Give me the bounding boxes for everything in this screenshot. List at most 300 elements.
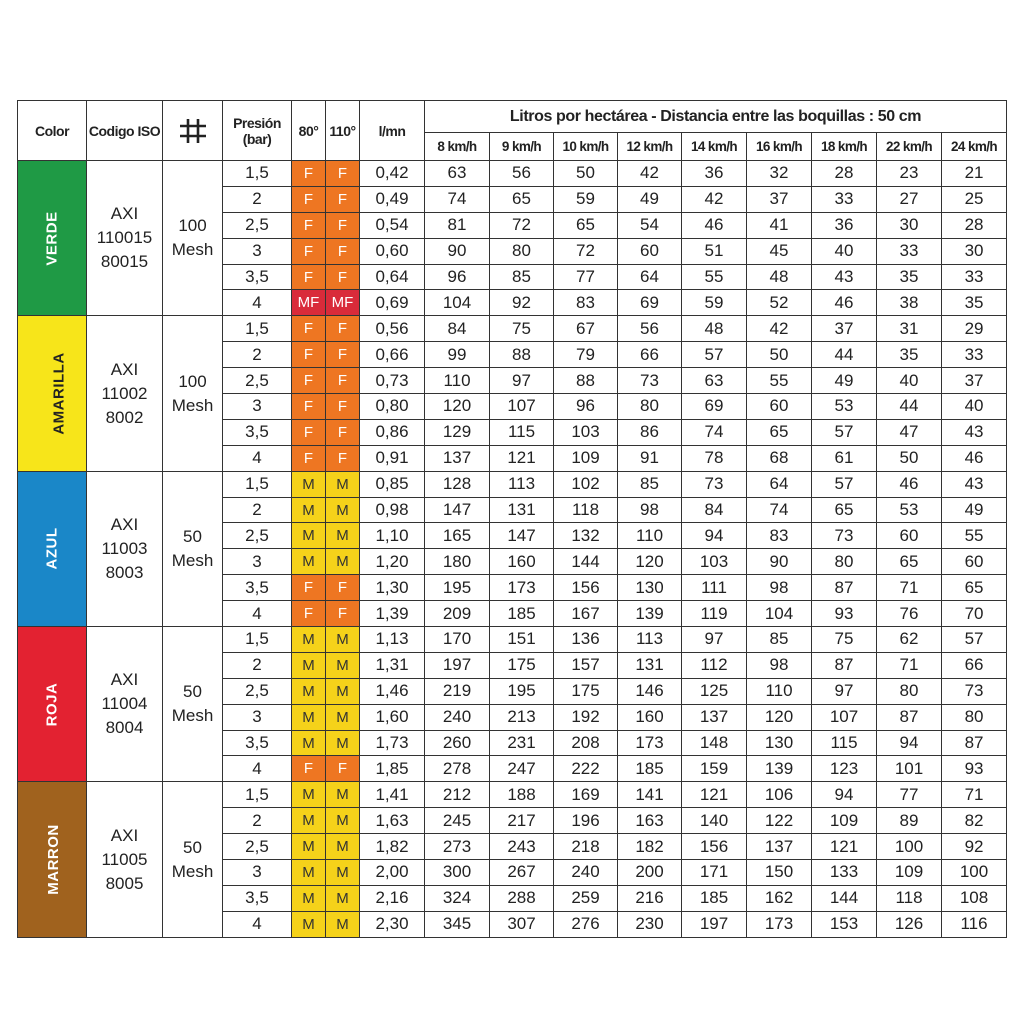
angle-80-code: F (292, 161, 326, 187)
rate-cell: 324 (425, 885, 490, 911)
iso-code-line: 8005 (105, 873, 144, 893)
rate-cell: 60 (877, 523, 942, 549)
rate-cell: 146 (618, 678, 682, 704)
rate-cell: 80 (812, 549, 877, 575)
mesh-size-line: Mesh (171, 395, 214, 415)
angle-110-code: F (326, 756, 360, 782)
angle-110-code: M (326, 911, 360, 937)
angle-110-code: M (326, 834, 360, 860)
rate-cell: 29 (942, 316, 1007, 342)
rate-cell: 44 (877, 394, 942, 420)
rate-cell: 106 (747, 782, 812, 808)
rate-cell: 113 (490, 471, 554, 497)
rate-cell: 74 (682, 419, 747, 445)
nozzle-flow-table (17, 100, 1007, 938)
rate-cell: 165 (425, 523, 490, 549)
rate-cell: 81 (425, 212, 490, 238)
rate-cell: 260 (425, 730, 490, 756)
color-name: MARRON (44, 824, 62, 895)
angle-110-code: F (326, 394, 360, 420)
rate-cell: 40 (942, 394, 1007, 420)
angle-80-code: F (292, 212, 326, 238)
header-speed: 24 km/h (942, 133, 1007, 161)
rate-cell: 78 (682, 445, 747, 471)
rate-cell: 104 (747, 601, 812, 627)
rate-cell: 126 (877, 911, 942, 937)
angle-80-code: F (292, 342, 326, 368)
rate-cell: 115 (490, 419, 554, 445)
rate-cell: 64 (618, 264, 682, 290)
rate-cell: 121 (682, 782, 747, 808)
pressure-cell: 3 (223, 238, 292, 264)
rate-cell: 159 (682, 756, 747, 782)
header-flow: l/mn (360, 101, 425, 161)
rate-cell: 188 (490, 782, 554, 808)
angle-80-code: M (292, 497, 326, 523)
mesh-size-line: Mesh (171, 550, 214, 570)
rate-cell: 90 (747, 549, 812, 575)
iso-code (87, 782, 163, 937)
rate-cell: 65 (554, 212, 618, 238)
rate-cell: 243 (490, 834, 554, 860)
rate-cell: 156 (554, 575, 618, 601)
angle-80-code: M (292, 652, 326, 678)
rate-cell: 50 (747, 342, 812, 368)
rate-cell: 47 (877, 419, 942, 445)
flow-cell: 0,42 (360, 161, 425, 187)
rate-cell: 57 (812, 419, 877, 445)
rate-cell: 97 (682, 627, 747, 653)
flow-cell: 1,60 (360, 704, 425, 730)
rate-cell: 90 (425, 238, 490, 264)
rate-cell: 230 (618, 911, 682, 937)
pressure-cell: 2,5 (223, 834, 292, 860)
rate-cell: 218 (554, 834, 618, 860)
rate-cell: 57 (682, 342, 747, 368)
flow-cell: 0,98 (360, 497, 425, 523)
rate-cell: 94 (682, 523, 747, 549)
angle-110-code: F (326, 368, 360, 394)
angle-110-code: F (326, 316, 360, 342)
rate-cell: 65 (490, 186, 554, 212)
rate-cell: 278 (425, 756, 490, 782)
rate-cell: 71 (942, 782, 1007, 808)
rate-cell: 195 (425, 575, 490, 601)
rate-cell: 102 (554, 471, 618, 497)
rate-cell: 59 (682, 290, 747, 316)
rate-cell: 137 (425, 445, 490, 471)
rate-cell: 28 (942, 212, 1007, 238)
rate-cell: 42 (618, 161, 682, 187)
rate-cell: 180 (425, 549, 490, 575)
angle-80-code: F (292, 316, 326, 342)
iso-code-line: AXI (110, 514, 139, 534)
rate-cell: 150 (747, 860, 812, 886)
rate-cell: 197 (425, 652, 490, 678)
rate-cell: 300 (425, 860, 490, 886)
rate-cell: 84 (425, 316, 490, 342)
rate-cell: 59 (554, 186, 618, 212)
angle-80-code: M (292, 911, 326, 937)
angle-80-code: M (292, 549, 326, 575)
pressure-cell: 2 (223, 186, 292, 212)
rate-cell: 83 (554, 290, 618, 316)
flow-cell: 2,30 (360, 911, 425, 937)
rate-cell: 147 (490, 523, 554, 549)
pressure-cell: 3,5 (223, 730, 292, 756)
rate-cell: 109 (877, 860, 942, 886)
header-speed: 16 km/h (747, 133, 812, 161)
angle-110-code: M (326, 782, 360, 808)
rate-cell: 70 (942, 601, 1007, 627)
rate-cell: 195 (490, 678, 554, 704)
angle-110-code: M (326, 627, 360, 653)
angle-110-code: F (326, 601, 360, 627)
mesh-size-line: Mesh (171, 861, 214, 881)
table-row (18, 316, 1007, 342)
rate-cell: 71 (877, 575, 942, 601)
flow-cell: 1,82 (360, 834, 425, 860)
rate-cell: 208 (554, 730, 618, 756)
mesh-size (163, 782, 223, 937)
mesh-size-line: Mesh (171, 706, 214, 726)
rate-cell: 171 (682, 860, 747, 886)
angle-80-code: M (292, 782, 326, 808)
mesh-size (163, 161, 223, 316)
angle-80-code: F (292, 445, 326, 471)
rate-cell: 38 (877, 290, 942, 316)
rate-cell: 57 (812, 471, 877, 497)
pressure-cell: 2,5 (223, 368, 292, 394)
mesh-size-line: 100 (178, 371, 207, 391)
rate-cell: 85 (747, 627, 812, 653)
rate-cell: 144 (812, 885, 877, 911)
flow-cell: 0,56 (360, 316, 425, 342)
rate-cell: 50 (877, 445, 942, 471)
rate-cell: 276 (554, 911, 618, 937)
flow-cell: 2,16 (360, 885, 425, 911)
rate-cell: 52 (747, 290, 812, 316)
rate-cell: 197 (682, 911, 747, 937)
table-row (18, 471, 1007, 497)
pressure-cell: 2,5 (223, 523, 292, 549)
color-band (18, 316, 87, 471)
angle-110-code: F (326, 238, 360, 264)
flow-cell: 1,10 (360, 523, 425, 549)
rate-cell: 37 (747, 186, 812, 212)
iso-code-line: 11003 (101, 538, 148, 558)
rate-cell: 169 (554, 782, 618, 808)
angle-80-code: M (292, 834, 326, 860)
rate-cell: 119 (682, 601, 747, 627)
rate-cell: 56 (618, 316, 682, 342)
rate-cell: 40 (877, 368, 942, 394)
rate-cell: 67 (554, 316, 618, 342)
rate-cell: 111 (682, 575, 747, 601)
angle-80-code: M (292, 523, 326, 549)
rate-cell: 121 (490, 445, 554, 471)
angle-110-code: M (326, 523, 360, 549)
rate-cell: 43 (812, 264, 877, 290)
grid-icon (179, 118, 207, 144)
pressure-cell: 3,5 (223, 575, 292, 601)
header-color: Color (18, 101, 87, 161)
rate-cell: 80 (877, 678, 942, 704)
iso-code-line: 110015 (96, 228, 153, 248)
rate-cell: 80 (618, 394, 682, 420)
rate-cell: 56 (490, 161, 554, 187)
rate-cell: 80 (942, 704, 1007, 730)
rate-cell: 110 (747, 678, 812, 704)
angle-110-code: M (326, 652, 360, 678)
angle-110-code: M (326, 808, 360, 834)
rate-cell: 153 (812, 911, 877, 937)
rate-cell: 35 (942, 290, 1007, 316)
angle-80-code: F (292, 756, 326, 782)
header-iso-code: Codigo ISO (87, 101, 163, 161)
rate-cell: 144 (554, 549, 618, 575)
flow-cell: 0,49 (360, 186, 425, 212)
pressure-cell: 4 (223, 756, 292, 782)
flow-cell: 1,39 (360, 601, 425, 627)
rate-cell: 74 (425, 186, 490, 212)
rate-cell: 49 (942, 497, 1007, 523)
rate-cell: 182 (618, 834, 682, 860)
rate-cell: 222 (554, 756, 618, 782)
rate-cell: 107 (812, 704, 877, 730)
iso-code (87, 316, 163, 471)
rate-cell: 37 (942, 368, 1007, 394)
pressure-cell: 4 (223, 911, 292, 937)
rate-cell: 83 (747, 523, 812, 549)
rate-cell: 307 (490, 911, 554, 937)
rate-cell: 185 (682, 885, 747, 911)
rate-cell: 88 (554, 368, 618, 394)
rate-cell: 209 (425, 601, 490, 627)
mesh-size-line: 50 (183, 526, 202, 546)
header-speed: 9 km/h (490, 133, 554, 161)
iso-code-line: 80015 (100, 252, 149, 272)
flow-cell: 0,73 (360, 368, 425, 394)
flow-cell: 0,80 (360, 394, 425, 420)
rate-cell: 40 (812, 238, 877, 264)
rate-cell: 100 (877, 834, 942, 860)
flow-cell: 1,30 (360, 575, 425, 601)
rate-cell: 69 (618, 290, 682, 316)
color-name: ROJA (43, 682, 61, 727)
rate-cell: 79 (554, 342, 618, 368)
table-body (18, 161, 1007, 938)
angle-110-code: M (326, 471, 360, 497)
rate-cell: 108 (942, 885, 1007, 911)
color-band (18, 161, 87, 316)
rate-cell: 185 (618, 756, 682, 782)
rate-cell: 48 (682, 316, 747, 342)
rate-cell: 55 (682, 264, 747, 290)
rate-cell: 72 (554, 238, 618, 264)
mesh-size (163, 471, 223, 626)
rate-cell: 43 (942, 419, 1007, 445)
table-row (18, 161, 1007, 187)
mesh-size-line: 50 (183, 682, 202, 702)
rate-cell: 131 (618, 652, 682, 678)
angle-110-code: F (326, 212, 360, 238)
angle-80-code: M (292, 808, 326, 834)
header-mesh (163, 101, 223, 161)
rate-cell: 66 (618, 342, 682, 368)
rate-cell: 75 (490, 316, 554, 342)
rate-cell: 65 (812, 497, 877, 523)
angle-110-code: M (326, 497, 360, 523)
rate-cell: 85 (618, 471, 682, 497)
rate-cell: 162 (747, 885, 812, 911)
angle-80-code: F (292, 186, 326, 212)
iso-code-line: AXI (110, 359, 139, 379)
angle-80-code: M (292, 860, 326, 886)
pressure-cell: 4 (223, 601, 292, 627)
rate-cell: 30 (942, 238, 1007, 264)
angle-80-code: M (292, 678, 326, 704)
angle-80-code: F (292, 238, 326, 264)
angle-110-code: M (326, 730, 360, 756)
flow-cell: 1,20 (360, 549, 425, 575)
flow-cell: 1,73 (360, 730, 425, 756)
rate-cell: 217 (490, 808, 554, 834)
flow-cell: 1,41 (360, 782, 425, 808)
color-band (18, 471, 87, 626)
iso-code-line: AXI (110, 825, 139, 845)
rate-cell: 118 (877, 885, 942, 911)
angle-110-code: F (326, 575, 360, 601)
pressure-cell: 2 (223, 808, 292, 834)
rate-cell: 33 (877, 238, 942, 264)
rate-cell: 65 (747, 419, 812, 445)
pressure-cell: 1,5 (223, 161, 292, 187)
pressure-cell: 4 (223, 445, 292, 471)
rate-cell: 240 (554, 860, 618, 886)
rate-cell: 147 (425, 497, 490, 523)
rate-cell: 32 (747, 161, 812, 187)
rate-cell: 41 (747, 212, 812, 238)
rate-cell: 130 (747, 730, 812, 756)
rate-cell: 94 (877, 730, 942, 756)
rate-cell: 65 (942, 575, 1007, 601)
pressure-cell: 3 (223, 549, 292, 575)
angle-110-code: MF (326, 290, 360, 316)
rate-cell: 46 (682, 212, 747, 238)
angle-110-code: M (326, 704, 360, 730)
pressure-cell: 1,5 (223, 627, 292, 653)
rate-cell: 62 (877, 627, 942, 653)
flow-cell: 0,60 (360, 238, 425, 264)
angle-80-code: F (292, 264, 326, 290)
rate-cell: 60 (618, 238, 682, 264)
rate-cell: 213 (490, 704, 554, 730)
angle-80-code: F (292, 368, 326, 394)
angle-80-code: F (292, 575, 326, 601)
rate-cell: 96 (554, 394, 618, 420)
rate-cell: 103 (554, 419, 618, 445)
angle-80-code: F (292, 419, 326, 445)
rate-cell: 88 (490, 342, 554, 368)
rate-cell: 28 (812, 161, 877, 187)
rate-cell: 73 (618, 368, 682, 394)
rate-cell: 76 (877, 601, 942, 627)
rate-cell: 129 (425, 419, 490, 445)
rate-cell: 136 (554, 627, 618, 653)
iso-code-line: 11004 (101, 694, 148, 714)
rate-cell: 43 (942, 471, 1007, 497)
rate-cell: 84 (682, 497, 747, 523)
rate-cell: 120 (425, 394, 490, 420)
rate-cell: 51 (682, 238, 747, 264)
rate-cell: 267 (490, 860, 554, 886)
rate-cell: 132 (554, 523, 618, 549)
flow-cell: 0,64 (360, 264, 425, 290)
flow-cell: 1,31 (360, 652, 425, 678)
rate-cell: 259 (554, 885, 618, 911)
rate-cell: 87 (812, 575, 877, 601)
rate-cell: 137 (682, 704, 747, 730)
rate-cell: 345 (425, 911, 490, 937)
angle-80-code: M (292, 730, 326, 756)
rate-cell: 44 (812, 342, 877, 368)
iso-code (87, 161, 163, 316)
rate-cell: 192 (554, 704, 618, 730)
rate-cell: 118 (554, 497, 618, 523)
rate-cell: 46 (877, 471, 942, 497)
rate-cell: 33 (812, 186, 877, 212)
pressure-cell: 3,5 (223, 264, 292, 290)
iso-code-line: 11002 (101, 383, 148, 403)
rate-cell: 92 (490, 290, 554, 316)
rate-cell: 73 (682, 471, 747, 497)
angle-110-code: F (326, 264, 360, 290)
header-banner: Litros por hectárea - Distancia entre las boquillas : 50 cm (425, 101, 1007, 133)
rate-cell: 212 (425, 782, 490, 808)
rate-cell: 72 (490, 212, 554, 238)
rate-cell: 140 (682, 808, 747, 834)
rate-cell: 35 (877, 342, 942, 368)
rate-cell: 98 (747, 575, 812, 601)
rate-cell: 87 (877, 704, 942, 730)
header-speed: 14 km/h (682, 133, 747, 161)
pressure-cell: 3 (223, 860, 292, 886)
rate-cell: 68 (747, 445, 812, 471)
rate-cell: 74 (747, 497, 812, 523)
rate-cell: 63 (682, 368, 747, 394)
rate-cell: 93 (942, 756, 1007, 782)
iso-code-line: 8003 (105, 562, 144, 582)
rate-cell: 200 (618, 860, 682, 886)
rate-cell: 137 (747, 834, 812, 860)
rate-cell: 173 (618, 730, 682, 756)
rate-cell: 61 (812, 445, 877, 471)
rate-cell: 75 (812, 627, 877, 653)
header-speed: 12 km/h (618, 133, 682, 161)
rate-cell: 247 (490, 756, 554, 782)
rate-cell: 49 (618, 186, 682, 212)
rate-cell: 93 (812, 601, 877, 627)
rate-cell: 27 (877, 186, 942, 212)
rate-cell: 173 (747, 911, 812, 937)
header-speed: 10 km/h (554, 133, 618, 161)
rate-cell: 196 (554, 808, 618, 834)
rate-cell: 131 (490, 497, 554, 523)
rate-cell: 73 (812, 523, 877, 549)
rate-cell: 77 (554, 264, 618, 290)
angle-110-code: M (326, 678, 360, 704)
